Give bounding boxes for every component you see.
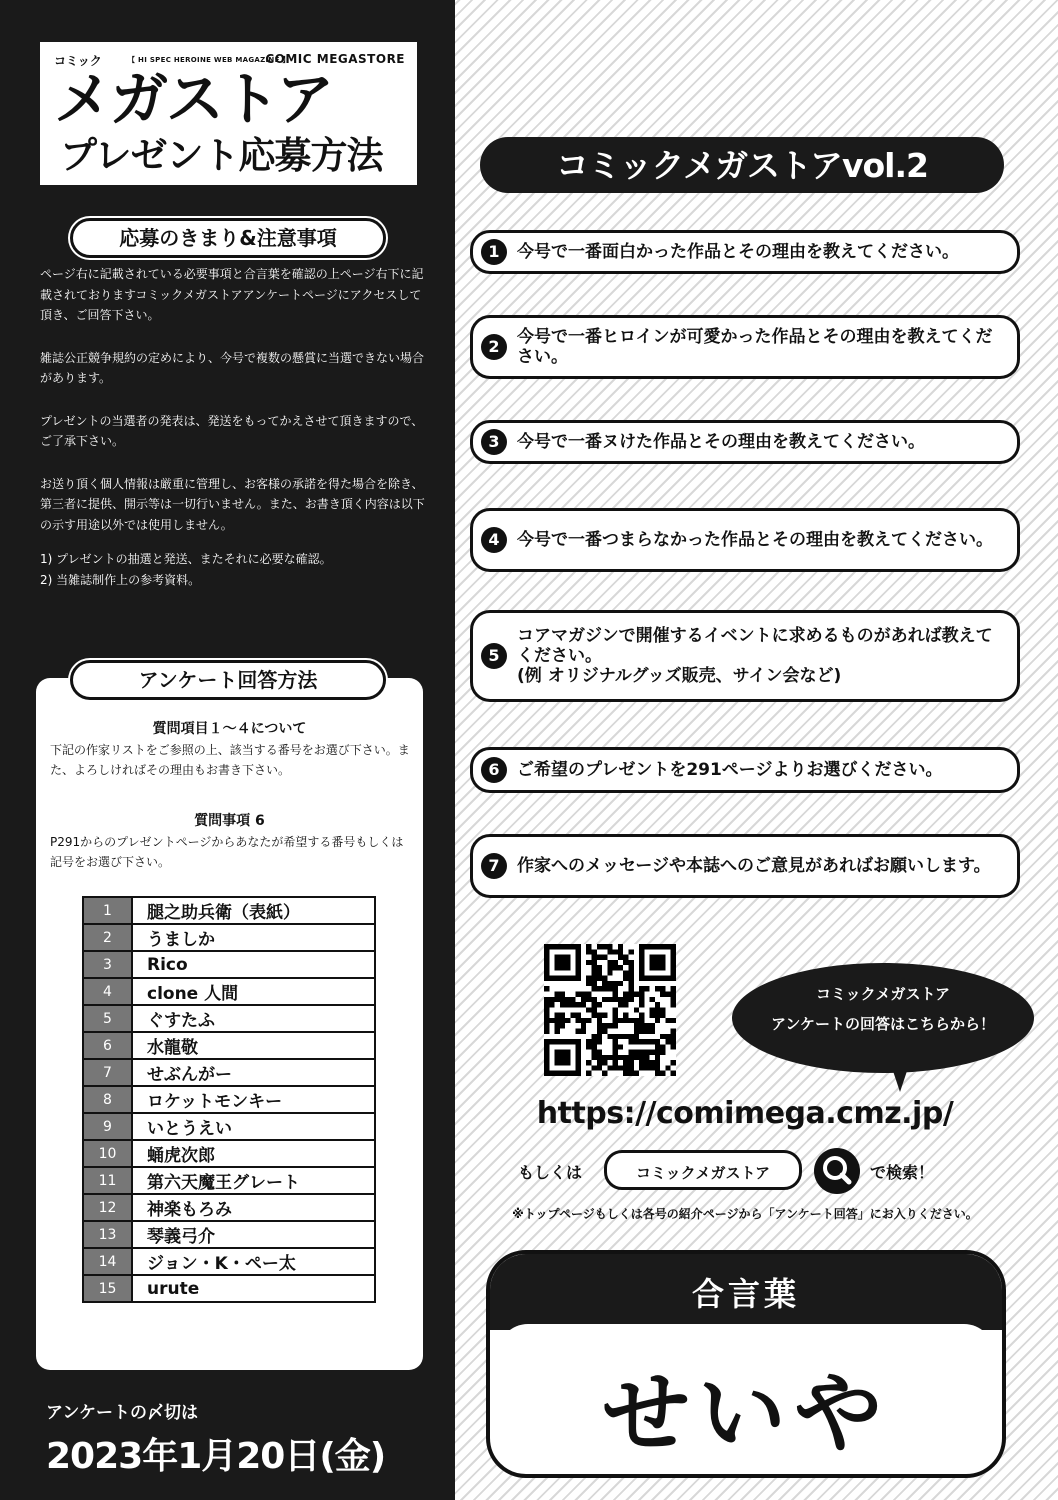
author-name: 水龍敬 <box>132 1032 375 1059</box>
logo-english: COMIC MEGASTORE <box>265 52 405 66</box>
rules-use-item: 2) 当雑誌制作上の参考資料。 <box>40 572 201 587</box>
how-body: 下記の作家リストをご参照の上、該当する番号をお選び下さい。また、よろしければその理由もお書き下さい。 <box>50 743 410 777</box>
question-number: 4 <box>481 527 507 553</box>
rules-use-item: 1) プレゼントの抽選と発送、またそれに必要な確認。 <box>40 552 332 566</box>
author-name: うましか <box>132 924 375 951</box>
question-item <box>470 508 1020 572</box>
table-row <box>83 1275 375 1302</box>
author-number: 1 <box>83 897 132 924</box>
bubble-tail <box>890 1062 910 1092</box>
speech-bubble <box>732 963 1034 1073</box>
question-number: 6 <box>481 757 507 783</box>
author-number: 12 <box>83 1194 132 1221</box>
question-line: 今号で一番面白かった作品とその理由を教えてください。 <box>517 242 959 262</box>
logo <box>40 42 417 185</box>
author-number: 4 <box>83 978 132 1005</box>
table-row <box>83 1032 375 1059</box>
qr-code[interactable] <box>544 944 676 1076</box>
how-body: P291からのプレゼントページからあなたが希望する番号もしくは記号をお選び下さい。 <box>50 835 404 869</box>
table-row <box>83 1140 375 1167</box>
author-number: 8 <box>83 1086 132 1113</box>
table-row <box>83 924 375 951</box>
question-number: 5 <box>481 643 507 669</box>
deadline-label: アンケートの〆切は <box>46 1403 198 1423</box>
question-item <box>470 420 1020 464</box>
question-item <box>470 230 1020 274</box>
question-number: 1 <box>481 239 507 265</box>
access-note: ※トップページもしくは各号の紹介ページから「アンケート回答」にお入りください。 <box>512 1207 978 1221</box>
table-row <box>83 1167 375 1194</box>
author-number: 3 <box>83 951 132 978</box>
how-heading: アンケート回答方法 <box>70 660 386 700</box>
rules-heading: 応募のきまり&注意事項 <box>70 218 386 258</box>
table-row <box>83 1221 375 1248</box>
table-row <box>83 1059 375 1086</box>
author-name: 琴義弓介 <box>132 1221 375 1248</box>
question-line: ご希望のプレゼントを291ページよりお選びください。 <box>517 760 943 780</box>
author-number: 11 <box>83 1167 132 1194</box>
table-row <box>83 1248 375 1275</box>
author-name: Rico <box>132 951 375 978</box>
question-text <box>517 242 1007 262</box>
password-word: せいや <box>601 1362 890 1465</box>
question-item <box>470 834 1020 898</box>
question-number: 2 <box>481 334 507 360</box>
rules-text <box>40 264 430 590</box>
rules-paragraph: 雑誌公正競争規約の定めにより、今号で複数の懸賞に当選できない場合があります。 <box>40 350 425 385</box>
question-number: 3 <box>481 429 507 455</box>
question-text <box>517 432 1007 452</box>
logo-subtitle: プレゼント応募方法 <box>60 134 383 177</box>
table-row <box>83 1113 375 1140</box>
password-box <box>486 1250 1006 1478</box>
rules-paragraph: プレゼントの当選者の発表は、発送をもってかえさせて頂きますので、ご了承下さい。 <box>40 413 424 448</box>
question-line: 今号で一番つまらなかった作品とその理由を教えてください。 <box>517 530 993 550</box>
deadline-date: 2023年1月20日(金) <box>46 1436 386 1477</box>
logo-small: コミック <box>54 54 102 68</box>
password-label: 合言葉 <box>490 1254 1002 1330</box>
search-icon[interactable] <box>814 1148 860 1194</box>
author-name: clone 人間 <box>132 978 375 1005</box>
rules-paragraph: ページ右に記載されている必要事項と合言葉を確認の上ページ右下に記載されておりますコミックメガストアアンケートページにアクセスして頂き、ご回答下さい。 <box>40 267 424 322</box>
table-row <box>83 1005 375 1032</box>
author-number: 10 <box>83 1140 132 1167</box>
question-text <box>517 760 1007 780</box>
left-panel <box>0 0 455 1500</box>
author-name: せぶんがー <box>132 1059 375 1086</box>
survey-url[interactable]: https://comimega.cmz.jp/ <box>536 1096 954 1131</box>
author-name: 蛹虎次郎 <box>132 1140 375 1167</box>
author-name: urute <box>132 1275 375 1302</box>
table-row <box>83 951 375 978</box>
survey-title: コミックメガストアvol.2 <box>480 137 1004 193</box>
author-number: 6 <box>83 1032 132 1059</box>
password-panel <box>498 1324 994 1466</box>
author-number: 7 <box>83 1059 132 1086</box>
author-table <box>82 896 376 1303</box>
question-number: 7 <box>481 853 507 879</box>
bubble-line: アンケートの回答はこちらから！ <box>770 1015 996 1033</box>
author-number: 14 <box>83 1248 132 1275</box>
question-text <box>517 327 1007 367</box>
question-line: 今号で一番ヌけた作品とその理由を教えてください。 <box>517 432 925 452</box>
question-item <box>470 747 1020 793</box>
logo-tagline: 【 HI SPEC HEROINE WEB MAGAZINE 】 <box>128 56 290 64</box>
how-subtitle: 質問項目１～４について <box>152 721 307 737</box>
search-suffix: で検索！ <box>870 1163 935 1182</box>
question-item <box>470 315 1020 379</box>
how-to-answer-box <box>36 678 423 1370</box>
question-item <box>470 610 1020 702</box>
logo-main: メガストア <box>54 65 333 133</box>
table-row <box>83 1194 375 1221</box>
how-subtitle: 質問事項 6 <box>194 813 265 829</box>
bubble-line: コミックメガストア <box>815 985 951 1003</box>
question-line: コアマガジンで開催するイベントに求めるものがあれば教えてください。 <box>517 626 993 666</box>
author-number: 15 <box>83 1275 132 1302</box>
question-line: 作家へのメッセージや本誌へのご意見があればお願いします。 <box>517 856 991 876</box>
search-row <box>470 1150 1020 1194</box>
table-row <box>83 978 375 1005</box>
author-number: 13 <box>83 1221 132 1248</box>
author-number: 5 <box>83 1005 132 1032</box>
author-name: ロケットモンキー <box>132 1086 375 1113</box>
question-text <box>517 626 1007 686</box>
question-line: (例 オリジナルグッズ販売、サイン会など) <box>517 666 842 686</box>
search-prefix: もしくは <box>518 1163 583 1182</box>
author-name: ぐすたふ <box>132 1005 375 1032</box>
author-name: 第六天魔王グレート <box>132 1167 375 1194</box>
author-name: 腿之助兵衛（表紙） <box>132 897 375 924</box>
question-line: 今号で一番ヒロインが可愛かった作品とその理由を教えてください。 <box>517 327 993 367</box>
author-name: いとうえい <box>132 1113 375 1140</box>
search-term-box[interactable]: コミックメガストア <box>604 1150 802 1190</box>
rules-paragraph: お送り頂く個人情報は厳重に管理し、お客様の承諾を得た場合を除き、第三者に提供、開示等は一切行いません。また、お書き頂く内容は以下の示す用途以外では使用しません。 <box>40 476 425 532</box>
question-text <box>517 530 1007 550</box>
author-name: 神楽もろみ <box>132 1194 375 1221</box>
author-name: ジョン・K・ペー太 <box>132 1248 375 1275</box>
author-number: 2 <box>83 924 132 951</box>
question-text <box>517 856 1007 876</box>
table-row <box>83 897 375 924</box>
author-number: 9 <box>83 1113 132 1140</box>
table-row <box>83 1086 375 1113</box>
